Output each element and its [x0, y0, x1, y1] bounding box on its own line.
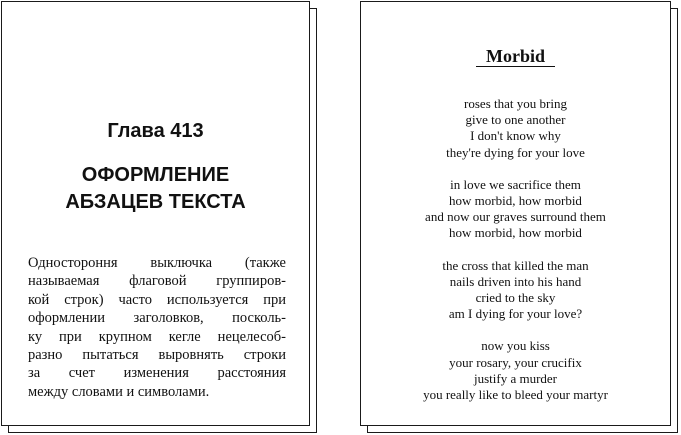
poem-line: your rosary, your crucifix [449, 354, 582, 370]
section-heading [2, 162, 309, 216]
poem-line: cried to the sky [475, 290, 556, 306]
heading-line: ОФОРМЛЕНИЕ [81, 164, 230, 186]
body-line: между словами и символами. [28, 383, 210, 400]
poem-line: nails driven into his hand [449, 273, 582, 289]
body-line: ку при крупном кегле нецелесоб- [28, 328, 286, 345]
poem-line: you really like to bleed your martyr [423, 387, 608, 403]
stanza [361, 258, 670, 323]
body-line: за счет изменения расстояния [28, 365, 286, 382]
body-line: называемая флаговой группиров- [28, 273, 286, 290]
right-page [360, 1, 671, 426]
poem-line: roses that you bring [464, 96, 567, 111]
poem-line: am I dying for your love? [448, 306, 583, 322]
poem-title-text: Morbid [476, 46, 555, 67]
poem-line: and now our graves surround them [425, 209, 606, 225]
poem-line: in love we sacrifice them [450, 176, 581, 192]
body-paragraph [28, 254, 286, 401]
poem-line: they're dying for your love [446, 144, 585, 160]
body-line: оформлении заголовков, посколь- [28, 310, 286, 327]
body-line: Одностороння выключка (также [28, 255, 286, 271]
body-line: кой строк) часто используется при [28, 291, 286, 308]
poem-body [361, 96, 670, 419]
poem-line: justify a murder [473, 370, 558, 386]
poem-line: I don't know why [470, 128, 561, 144]
heading-line: АБЗАЦЕВ ТЕКСТА [65, 191, 246, 213]
poem-line: how morbid, how morbid [449, 193, 582, 209]
stanza [361, 338, 670, 403]
chapter-title: Глава 413 [107, 120, 204, 142]
stanza [361, 96, 670, 161]
body-line: разно пытаться выровнять строки [28, 347, 286, 364]
left-page [1, 1, 310, 426]
poem-line: give to one another [465, 112, 566, 128]
poem-line: now you kiss [481, 338, 550, 354]
stanza [361, 177, 670, 242]
poem-title [361, 46, 670, 67]
poem-line: the cross that killed the man [442, 257, 589, 273]
poem-line: how morbid, how morbid [449, 225, 582, 241]
